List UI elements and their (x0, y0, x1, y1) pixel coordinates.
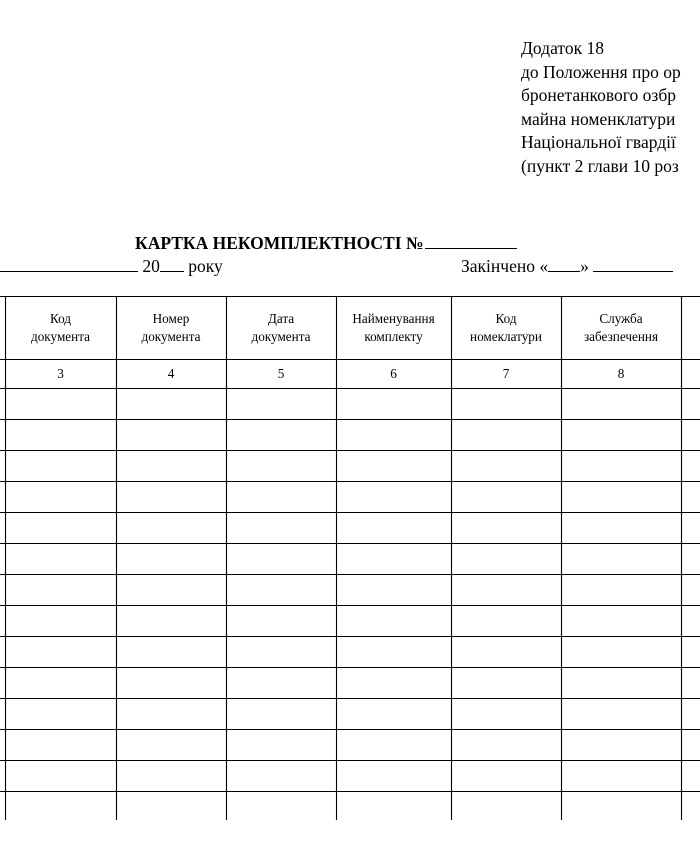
end-day-blank (548, 256, 580, 272)
start-year-prefix: 20 (142, 256, 160, 276)
column-header: Служба забезпечення (583, 310, 659, 344)
column-number: 7 (502, 365, 510, 381)
column-header: Номер документа (141, 310, 201, 344)
appendix-line: до Положення про ор (521, 61, 681, 82)
start-year-blank (160, 256, 184, 272)
start-date-blank (0, 256, 138, 272)
appendix-line: бронетанкового озбр (521, 85, 676, 106)
column-number: 3 (57, 365, 64, 381)
column-number: 4 (167, 365, 175, 381)
card-title-text: КАРТКА НЕКОМПЛЕКТНОСТІ № (135, 233, 424, 253)
column-number: 8 (617, 365, 625, 381)
column-number: 5 (277, 365, 285, 381)
appendix-line: Національної гвардії (521, 132, 676, 153)
column-header: Дата документа (251, 310, 311, 344)
column-header: Найменування комплекту (352, 310, 435, 344)
incompleteness-table (0, 296, 700, 820)
end-label: Закінчено « (461, 256, 549, 276)
appendix-line: Додаток 18 (521, 38, 604, 58)
column-number: 6 (390, 365, 397, 381)
column-header: Код документа (31, 310, 90, 344)
appendix-line: майна номенклатури (521, 108, 676, 129)
start-year-suffix: року (188, 256, 223, 276)
end-month-blank (593, 256, 673, 272)
appendix-note (521, 37, 681, 179)
end-quote-close: » (580, 256, 589, 276)
appendix-line: (пункт 2 глави 10 роз (521, 155, 679, 176)
card-title (135, 232, 517, 254)
start-date-line (0, 256, 223, 277)
column-header: Код номеклатури (470, 310, 542, 344)
card-number-blank (425, 232, 517, 249)
end-date-line (461, 256, 673, 277)
